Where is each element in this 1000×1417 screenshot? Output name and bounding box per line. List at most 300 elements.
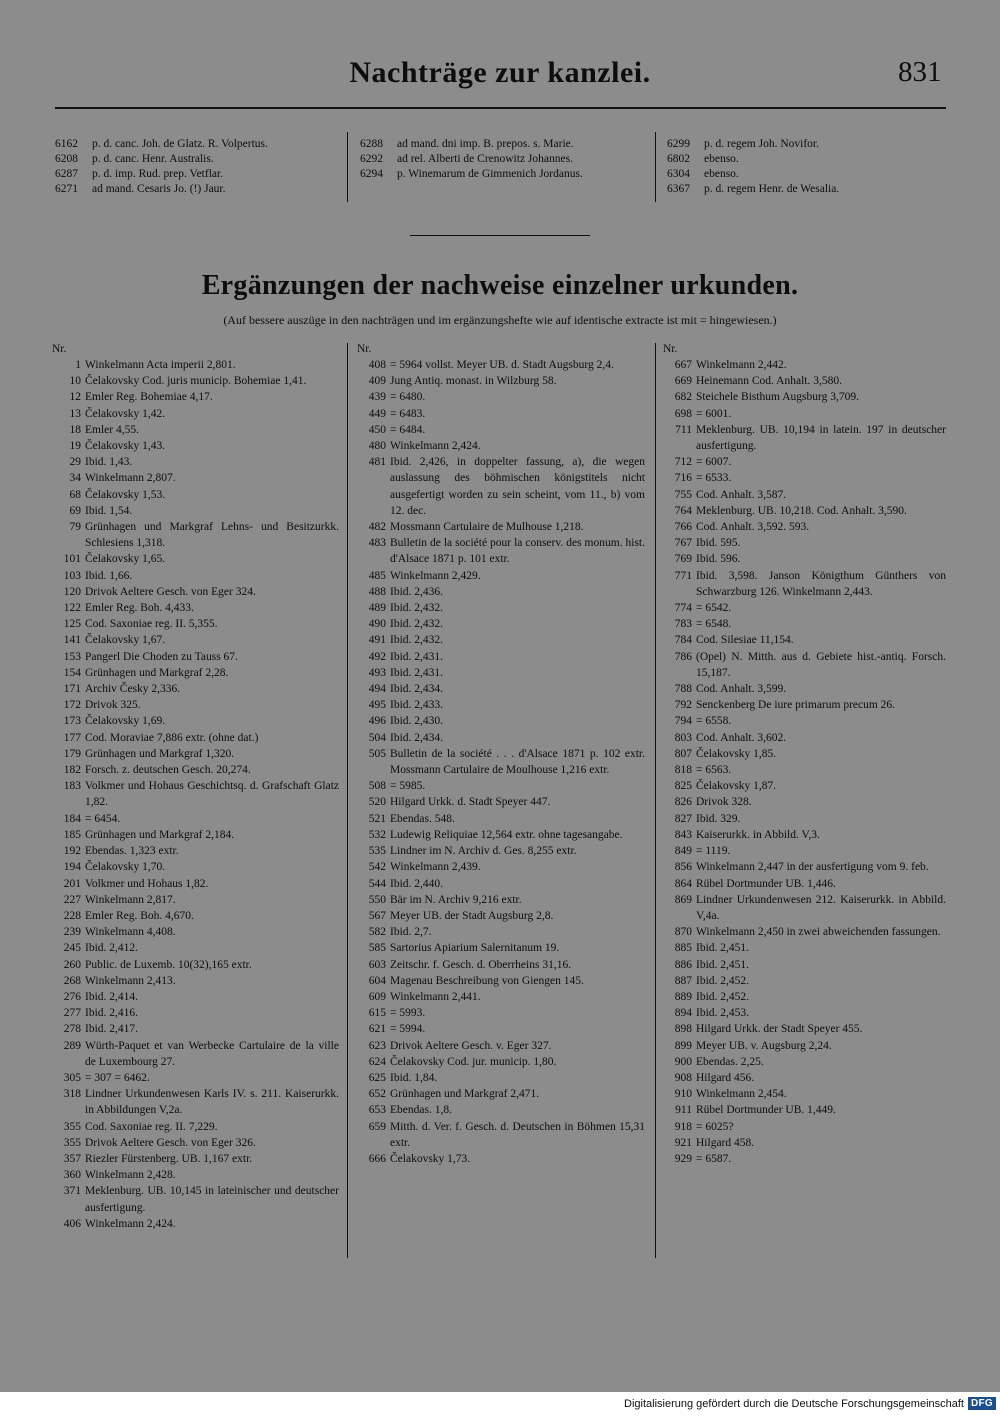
entry-row [357, 940, 645, 956]
column-header: Nr. [357, 343, 372, 355]
entry-number: 885 [674, 942, 692, 955]
entry-number: 6292 [360, 153, 383, 165]
entry-number: 786 [674, 650, 692, 663]
entry-number: 659 [368, 1120, 386, 1133]
entry-text: Zeitschr. f. Gesch. d. Oberrheins 31,16. [390, 958, 572, 971]
entry-number: 491 [368, 634, 386, 647]
entry-number: 69 [69, 504, 81, 517]
entry-number: 177 [63, 731, 81, 744]
entry-row [357, 1086, 645, 1102]
entry-row [663, 649, 946, 681]
entry-row [663, 859, 946, 875]
entry-text: ad rel. Alberti de Crenowitz Johannes. [397, 153, 573, 165]
entry-row [357, 908, 645, 924]
entry-text: Ibid. 2,432. [390, 618, 444, 631]
entry-text: Čelakovsky 1,65. [85, 553, 166, 566]
entry-number: 494 [368, 683, 386, 696]
entry-number: 173 [63, 715, 81, 728]
entry-number: 521 [368, 812, 386, 825]
entry-row [52, 843, 339, 859]
entry-row [52, 632, 339, 648]
entry-number: 125 [63, 618, 81, 631]
entry-row [52, 357, 339, 373]
entry-row [663, 973, 946, 989]
entry-number: 766 [674, 521, 692, 534]
entries-column-3 [663, 341, 946, 1167]
entry-number: 409 [368, 375, 386, 388]
entry-text: Senckenberg De iure primarum precum 26. [696, 699, 896, 712]
entry-row [357, 957, 645, 973]
entry-row [663, 535, 946, 551]
entry-number: 488 [368, 585, 386, 598]
entry-number: 439 [368, 391, 386, 404]
footer-text: Digitalisierung gefördert durch die Deutsche Forschungsgemeinschaft [624, 1397, 964, 1410]
entry-text: Mitth. d. Ver. f. Gesch. d. Deutschen in Böhmen 15,31 extr. [390, 1120, 645, 1149]
entry-number: 624 [368, 1055, 386, 1068]
entry-text: Lindner Urkundenwesen Karls IV. s. 211. Kaiserurkk. in Abbildungen V,2a. [85, 1088, 339, 1117]
entry-row [357, 1005, 645, 1021]
entry-text: = 6533. [696, 472, 732, 485]
entry-row [663, 454, 946, 470]
entry-number: 19 [69, 440, 81, 453]
entry-text: p. d. imp. Rud. prep. Vetflar. [92, 168, 224, 180]
entry-text: ebenso. [704, 168, 739, 180]
entry-number: 792 [674, 699, 692, 712]
entry-number: 239 [63, 926, 81, 939]
entry-number: 6287 [55, 168, 78, 180]
entry-text: Ibid. 2,432. [390, 602, 444, 615]
entry-row [357, 1070, 645, 1086]
entry-row [663, 681, 946, 697]
entry-text: Ibid. 2,431. [390, 666, 444, 679]
entry-row [52, 778, 339, 810]
entry-row [52, 1070, 339, 1086]
entry-number: 771 [674, 569, 692, 582]
entry-text: Meklenburg. UB. 10,145 in lateinischer und deutscher ausfertigung. [85, 1185, 339, 1214]
entry-number: 666 [368, 1152, 386, 1165]
entry-text: = 6542. [696, 602, 732, 615]
entry-number: 6304 [667, 168, 690, 180]
entry-row [52, 973, 339, 989]
entry-number: 450 [368, 423, 386, 436]
dfg-logo: DFG [968, 1397, 996, 1410]
entry-row [357, 876, 645, 892]
entry-row [663, 600, 946, 616]
entry-number: 184 [63, 812, 81, 825]
entry-text: (Opel) N. Mitth. aus d. Gebiete hist.-antiq. Forsch. 15,187. [696, 650, 946, 679]
entry-number: 520 [368, 796, 386, 809]
entry-row [52, 373, 339, 389]
entry-text: Winkelmann 2,442. [696, 359, 787, 371]
entry-number: 192 [63, 845, 81, 858]
entry-number: 625 [368, 1071, 386, 1084]
entry-number: 621 [368, 1023, 386, 1036]
entry-text: Meyer UB. der Stadt Augsburg 2,8. [390, 909, 554, 922]
entry-row [357, 892, 645, 908]
entry-row [52, 730, 339, 746]
entry-row [663, 1054, 946, 1070]
entry-number: 667 [674, 359, 692, 371]
entry-number: 179 [63, 747, 81, 760]
entry-text: Emler 4,55. [85, 423, 139, 436]
entry-row [52, 1151, 339, 1167]
entry-text: Hilgard 458. [696, 1136, 755, 1149]
entry-number: 122 [63, 602, 81, 615]
entry-text: = 6025? [696, 1120, 734, 1133]
entry-row [52, 746, 339, 762]
entry-text: = 6548. [696, 618, 732, 631]
entry-row [663, 519, 946, 535]
entry-number: 783 [674, 618, 692, 631]
entry-row [52, 487, 339, 503]
header-rule [55, 107, 946, 109]
entry-number: 505 [368, 747, 386, 760]
entry-number: 910 [674, 1088, 692, 1101]
entry-row [357, 1102, 645, 1118]
entry-text: Cod. Anhalt. 3,587. [696, 488, 787, 501]
entry-number: 185 [63, 828, 81, 841]
entry-text: p. d. regem Henr. de Wesalia. [704, 183, 840, 195]
entry-number: 194 [63, 861, 81, 874]
entry-row [52, 827, 339, 843]
entry-number: 532 [368, 828, 386, 841]
entry-number: 496 [368, 715, 386, 728]
entry-number: 784 [674, 634, 692, 647]
entry-number: 495 [368, 699, 386, 712]
entry-number: 870 [674, 926, 692, 939]
entry-text: Drivok Aeltere Gesch. v. Eger 327. [390, 1039, 552, 1052]
entry-row [663, 1151, 946, 1167]
entry-text: Winkelmann 2,817. [85, 893, 176, 906]
entry-row [52, 989, 339, 1005]
column-divider [655, 132, 656, 202]
entry-text: Cod. Saxoniae reg. II. 7,229. [85, 1120, 218, 1133]
entry-row [357, 811, 645, 827]
entry-text: Pangerl Die Choden zu Tauss 67. [85, 650, 238, 663]
entry-text: Ibid. 1,43. [85, 456, 133, 469]
entry-text: Ibid. 1,54. [85, 504, 133, 517]
entry-number: 585 [368, 942, 386, 955]
entry-row [357, 1119, 645, 1151]
entry-number: 371 [63, 1185, 81, 1198]
entry-row [357, 827, 645, 843]
entry-text: Grünhagen und Markgraf 2,28. [85, 666, 229, 679]
entry-number: 843 [674, 828, 692, 841]
entry-number: 289 [63, 1039, 81, 1052]
entry-row [663, 892, 946, 924]
entry-number: 227 [63, 893, 81, 906]
entry-text: Emler Reg. Boh. 4,433. [85, 602, 194, 615]
entry-number: 652 [368, 1088, 386, 1101]
entry-number: 201 [63, 877, 81, 890]
entry-row [52, 876, 339, 892]
entry-text: Volkmer und Hohaus Geschichtsq. d. Grafschaft Glatz 1,82. [85, 780, 339, 809]
entry-text: Winkelmann 2,424. [85, 1217, 176, 1230]
entry-number: 900 [674, 1055, 692, 1068]
entry-number: 827 [674, 812, 692, 825]
entry-number: 153 [63, 650, 81, 663]
entry-number: 245 [63, 942, 81, 955]
entry-row [52, 649, 339, 665]
entry-text: Lindner Urkundenwesen 212. Kaiserurkk. in Abbild. V,4a. [696, 893, 946, 922]
entry-row [357, 389, 645, 405]
entry-number: 79 [69, 521, 81, 534]
entry-text: Čelakovsky 1,73. [390, 1152, 471, 1165]
entry-row [663, 616, 946, 632]
entry-number: 355 [63, 1136, 81, 1149]
entry-row [52, 1086, 339, 1118]
entry-row [52, 1119, 339, 1135]
entry-row [52, 519, 339, 551]
entry-row [663, 778, 946, 794]
entry-number: 357 [63, 1152, 81, 1165]
column-divider [347, 132, 348, 202]
entry-number: 716 [674, 472, 692, 485]
entry-number: 6162 [55, 138, 78, 150]
entry-row [52, 1216, 339, 1232]
entry-text: = 5994. [390, 1023, 426, 1036]
entry-number: 698 [674, 407, 692, 420]
entry-number: 318 [63, 1088, 81, 1101]
entry-number: 6294 [360, 168, 383, 180]
entry-row [357, 746, 645, 778]
entry-number: 788 [674, 683, 692, 696]
entry-text: Magenau Beschreibung von Giengen 145. [390, 974, 584, 987]
entry-text: Forsch. z. deutschen Gesch. 20,274. [85, 764, 251, 777]
entry-number: 485 [368, 569, 386, 582]
entry-text: Ibid. 2,430. [390, 715, 444, 728]
entry-row [52, 681, 339, 697]
entry-row [360, 152, 645, 167]
entry-number: 103 [63, 569, 81, 582]
entry-row [52, 616, 339, 632]
entry-number: 6367 [667, 183, 690, 195]
entry-row [357, 357, 645, 373]
entry-number: 508 [368, 780, 386, 793]
entry-number: 183 [63, 780, 81, 793]
entry-row [357, 1054, 645, 1070]
entry-text: Ibid. 595. [696, 537, 741, 550]
entry-number: 480 [368, 440, 386, 453]
entry-number: 929 [674, 1152, 692, 1165]
entry-row [663, 957, 946, 973]
entry-number: 774 [674, 602, 692, 615]
entry-row [357, 1021, 645, 1037]
entry-number: 68 [69, 488, 81, 501]
entry-text: Public. de Luxemb. 10(32),165 extr. [85, 958, 252, 971]
entry-row [663, 713, 946, 729]
entry-row [667, 152, 937, 167]
entry-number: 864 [674, 877, 692, 890]
entry-text: Ibid. 2,451. [696, 958, 750, 971]
entry-number: 887 [674, 974, 692, 987]
entry-row [52, 438, 339, 454]
entry-text: Meyer UB. v. Augsburg 2,24. [696, 1039, 832, 1052]
entry-row [663, 730, 946, 746]
entry-number: 305 [63, 1071, 81, 1084]
entry-number: 490 [368, 618, 386, 631]
entry-row [663, 746, 946, 762]
entry-text: Ibid. 2,440. [390, 877, 444, 890]
entry-number: 277 [63, 1007, 81, 1020]
entry-number: 604 [368, 974, 386, 987]
entry-row [357, 406, 645, 422]
entry-text: Winkelmann 2,450 in zwei abweichenden fassungen. [696, 926, 941, 939]
entry-text: Ibid. 2,451. [696, 942, 750, 955]
entry-row [52, 892, 339, 908]
entry-number: 1 [75, 359, 81, 371]
entry-text: Čelakovsky Cod. jur. municip. 1,80. [390, 1055, 557, 1068]
entry-text: Heinemann Cod. Anhalt. 3,580. [696, 375, 842, 388]
entry-text: Hilgard Urkk. d. Stadt Speyer 447. [390, 796, 551, 809]
entry-text: Ibid. 2,453. [696, 1007, 750, 1020]
entry-text: p. Winemarum de Gimmenich Jordanus. [397, 168, 583, 180]
entry-row [357, 794, 645, 810]
entry-text: Winkelmann 2,454. [696, 1088, 787, 1101]
entry-row [52, 470, 339, 486]
entry-text: Ibid. 2,417. [85, 1023, 139, 1036]
entry-text: Bär im N. Archiv 9,216 extr. [390, 893, 522, 906]
entry-text: Ibid. 2,434. [390, 731, 444, 744]
entry-row [52, 762, 339, 778]
entry-text: = 6480. [390, 391, 426, 404]
entry-row [55, 182, 340, 197]
entry-text: Ludewig Reliquiae 12,564 extr. ohne tagesangabe. [390, 828, 623, 841]
entry-number: 182 [63, 764, 81, 777]
entry-row [52, 1021, 339, 1037]
entry-text: Čelakovsky Cod. juris municip. Bohemiae 1,41. [85, 375, 307, 388]
entry-number: 711 [675, 423, 692, 436]
entry-row [357, 730, 645, 746]
entry-text: Rübel Dortmunder UB. 1,449. [696, 1104, 836, 1117]
entry-number: 492 [368, 650, 386, 663]
entry-number: 228 [63, 909, 81, 922]
top-column-1 [55, 137, 340, 197]
entry-text: Cod. Anhalt. 3,592. 593. [696, 521, 810, 534]
entry-number: 493 [368, 666, 386, 679]
entry-text: Ibid. 2,426, in doppelter fassung, a), die wegen auslassung des böhmischen königstitels nicht ausgefertigt worden zu sein scheint, vom 11., b) vom 12. dec. [390, 456, 645, 517]
entry-number: 260 [63, 958, 81, 971]
entry-text: ad mand. dni imp. B. prepos. s. Marie. [397, 138, 574, 150]
entry-row [52, 584, 339, 600]
entry-number: 535 [368, 845, 386, 858]
entry-text: Ibid. 2,416. [85, 1007, 139, 1020]
entry-number: 794 [674, 715, 692, 728]
entry-text: Čelakovsky 1,69. [85, 715, 166, 728]
entry-text: Winkelmann 2,413. [85, 974, 176, 987]
entry-text: = 6484. [390, 423, 426, 436]
entry-row [663, 357, 946, 373]
entry-row [55, 152, 340, 167]
entry-row [52, 600, 339, 616]
entry-row [357, 454, 645, 519]
entry-text: Cod. Saxoniae reg. II. 5,355. [85, 618, 218, 631]
entry-number: 141 [63, 634, 81, 647]
entry-row [663, 406, 946, 422]
entry-text: Cod. Anhalt. 3,599. [696, 683, 787, 696]
entry-text: Ibid. 596. [696, 553, 741, 566]
entry-number: 669 [674, 375, 692, 388]
entry-row [52, 1005, 339, 1021]
section-note: (Auf bessere auszüge in den nachträgen und im ergänzungshefte wie auf identische extracte ist mit = hingewiesen.) [223, 313, 777, 327]
entry-text: Winkelmann 2,428. [85, 1169, 176, 1182]
entry-text: = 5985. [390, 780, 426, 793]
entry-number: 615 [368, 1007, 386, 1020]
entry-text: Ebendas. 1,8. [390, 1104, 452, 1117]
entry-row [52, 859, 339, 875]
page-number: 831 [898, 56, 942, 88]
entry-text: Ibid. 2,431. [390, 650, 444, 663]
entry-text: Kaiserurkk. in Abbild. V,3. [696, 828, 820, 841]
entries-column-1 [52, 341, 339, 1232]
entry-row [360, 137, 645, 152]
entry-row [52, 503, 339, 519]
entry-number: 172 [63, 699, 81, 712]
entry-number: 921 [674, 1136, 692, 1149]
entry-number: 682 [674, 391, 692, 404]
entry-row [52, 1135, 339, 1151]
entry-row [357, 859, 645, 875]
entry-row [357, 616, 645, 632]
entry-number: 171 [63, 683, 81, 696]
entry-number: 6802 [667, 153, 690, 165]
entry-row [52, 924, 339, 940]
entry-row [663, 827, 946, 843]
entry-row [357, 519, 645, 535]
entry-text: Winkelmann 2,429. [390, 569, 481, 582]
entry-row [663, 568, 946, 600]
entry-row [667, 137, 937, 152]
entry-text: Meklenburg. UB. 10,194 in latein. 197 in deutscher ausfertigung. [696, 423, 946, 453]
entry-row [357, 713, 645, 729]
entry-number: 276 [63, 990, 81, 1003]
entry-row [663, 1005, 946, 1021]
entry-number: 504 [368, 731, 386, 744]
entry-number: 120 [63, 585, 81, 598]
entry-number: 803 [674, 731, 692, 744]
entry-text: Bulletin de la société pour la conserv. des monum. hist. d'Alsace 1871 p. 101 extr. [390, 537, 645, 566]
entry-number: 908 [674, 1071, 692, 1084]
entry-text: Würth-Paquet et van Werbecke Cartulaire de la ville de Luxembourg 27. [85, 1039, 339, 1068]
entry-row [663, 924, 946, 940]
entry-row [663, 1102, 946, 1118]
entry-number: 582 [368, 926, 386, 939]
entry-text: Ibid. 1,84. [390, 1071, 438, 1084]
entry-text: Archiv Česky 2,336. [85, 683, 181, 696]
entry-text: Drivok Aeltere Gesch. von Eger 324. [85, 585, 256, 598]
entry-row [52, 957, 339, 973]
entry-number: 449 [368, 407, 386, 420]
entry-number: 6299 [667, 138, 690, 150]
entry-number: 489 [368, 602, 386, 615]
entry-number: 609 [368, 990, 386, 1003]
top-column-2 [360, 137, 645, 182]
entry-text: = 6454. [85, 812, 121, 825]
entry-number: 767 [674, 537, 692, 550]
entry-row [52, 697, 339, 713]
entry-row [663, 876, 946, 892]
entry-number: 101 [63, 553, 81, 566]
entry-text: = 6563. [696, 764, 732, 777]
entry-number: 481 [368, 456, 386, 469]
entry-row [357, 697, 645, 713]
entry-number: 360 [63, 1169, 81, 1182]
entry-number: 6288 [360, 138, 383, 150]
top-column-3 [667, 137, 937, 197]
entry-text: Volkmer und Hohaus 1,82. [85, 877, 209, 890]
column-header: Nr. [52, 343, 67, 355]
entry-text: Čelakovsky 1,70. [85, 861, 166, 874]
